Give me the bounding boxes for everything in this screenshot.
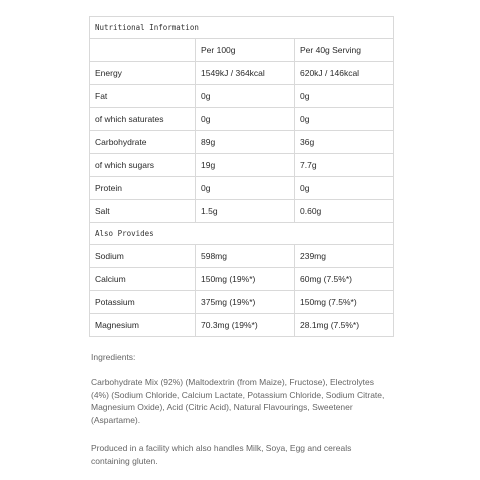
table-caption: Nutritional Information	[90, 17, 394, 39]
table-row	[90, 154, 394, 177]
per-100g-value: 0g	[196, 85, 295, 108]
header-cell: Per 100g	[196, 39, 295, 62]
nutrient-name: Protein	[90, 177, 196, 200]
nutrient-name: Carbohydrate	[90, 131, 196, 154]
table-header-row	[90, 39, 394, 62]
nutrient-name: Energy	[90, 62, 196, 85]
per-serving-value: 0g	[295, 108, 394, 131]
per-serving-value: 620kJ / 146kcal	[295, 62, 394, 85]
table-row	[90, 314, 394, 337]
ingredients-list: Carbohydrate Mix (92%) (Maltodextrin (from Maize), Fructose), Electrolytes (4%) (Sodium Chloride, Calcium Lactate, Potassium Chloride, Sodium Citrate, Magnesium Oxide), Acid (Citric Acid), Natural Flavourings, Sweetener (Aspartame).	[91, 377, 385, 425]
section-title-row	[90, 223, 394, 245]
table-row	[90, 268, 394, 291]
nutrient-name: Sodium	[90, 245, 196, 268]
per-100g-value: 0g	[196, 108, 295, 131]
per-serving-value: 60mg (7.5%*)	[295, 268, 394, 291]
table-row	[90, 200, 394, 223]
per-100g-value: 150mg (19%*)	[196, 268, 295, 291]
per-serving-value: 28.1mg (7.5%*)	[295, 314, 394, 337]
nutrient-name: Potassium	[90, 291, 196, 314]
table-row	[90, 62, 394, 85]
per-100g-value: 1.5g	[196, 200, 295, 223]
nutrient-name: Salt	[90, 200, 196, 223]
per-serving-value: 36g	[295, 131, 394, 154]
per-serving-value: 0g	[295, 177, 394, 200]
per-serving-value: 0.60g	[295, 200, 394, 223]
per-serving-value: 239mg	[295, 245, 394, 268]
nutrient-name: Magnesium	[90, 314, 196, 337]
nutrient-name: Fat	[90, 85, 196, 108]
table-row	[90, 245, 394, 268]
table-row	[90, 291, 394, 314]
per-100g-value: 19g	[196, 154, 295, 177]
nutrient-name: of which saturates	[90, 108, 196, 131]
nutrition-table	[89, 16, 394, 337]
table-row	[90, 108, 394, 131]
nutrition-table-container	[89, 16, 393, 337]
table-caption-row	[90, 17, 394, 39]
per-serving-value: 0g	[295, 85, 394, 108]
per-100g-value: 375mg (19%*)	[196, 291, 295, 314]
header-cell	[90, 39, 196, 62]
per-100g-value: 1549kJ / 364kcal	[196, 62, 295, 85]
per-serving-value: 150mg (7.5%*)	[295, 291, 394, 314]
table-row	[90, 85, 394, 108]
per-100g-value: 70.3mg (19%*)	[196, 314, 295, 337]
header-cell: Per 40g Serving	[295, 39, 394, 62]
ingredients-heading: Ingredients:	[91, 352, 136, 362]
per-100g-value: 598mg	[196, 245, 295, 268]
section-title: Also Provides	[90, 223, 394, 245]
per-serving-value: 7.7g	[295, 154, 394, 177]
table-row	[90, 177, 394, 200]
per-100g-value: 89g	[196, 131, 295, 154]
nutrient-name: of which sugars	[90, 154, 196, 177]
nutrient-name: Calcium	[90, 268, 196, 291]
table-row	[90, 131, 394, 154]
allergen-note: Produced in a facility which also handles Milk, Soya, Egg and cereals containing gluten.	[91, 443, 352, 466]
per-100g-value: 0g	[196, 177, 295, 200]
